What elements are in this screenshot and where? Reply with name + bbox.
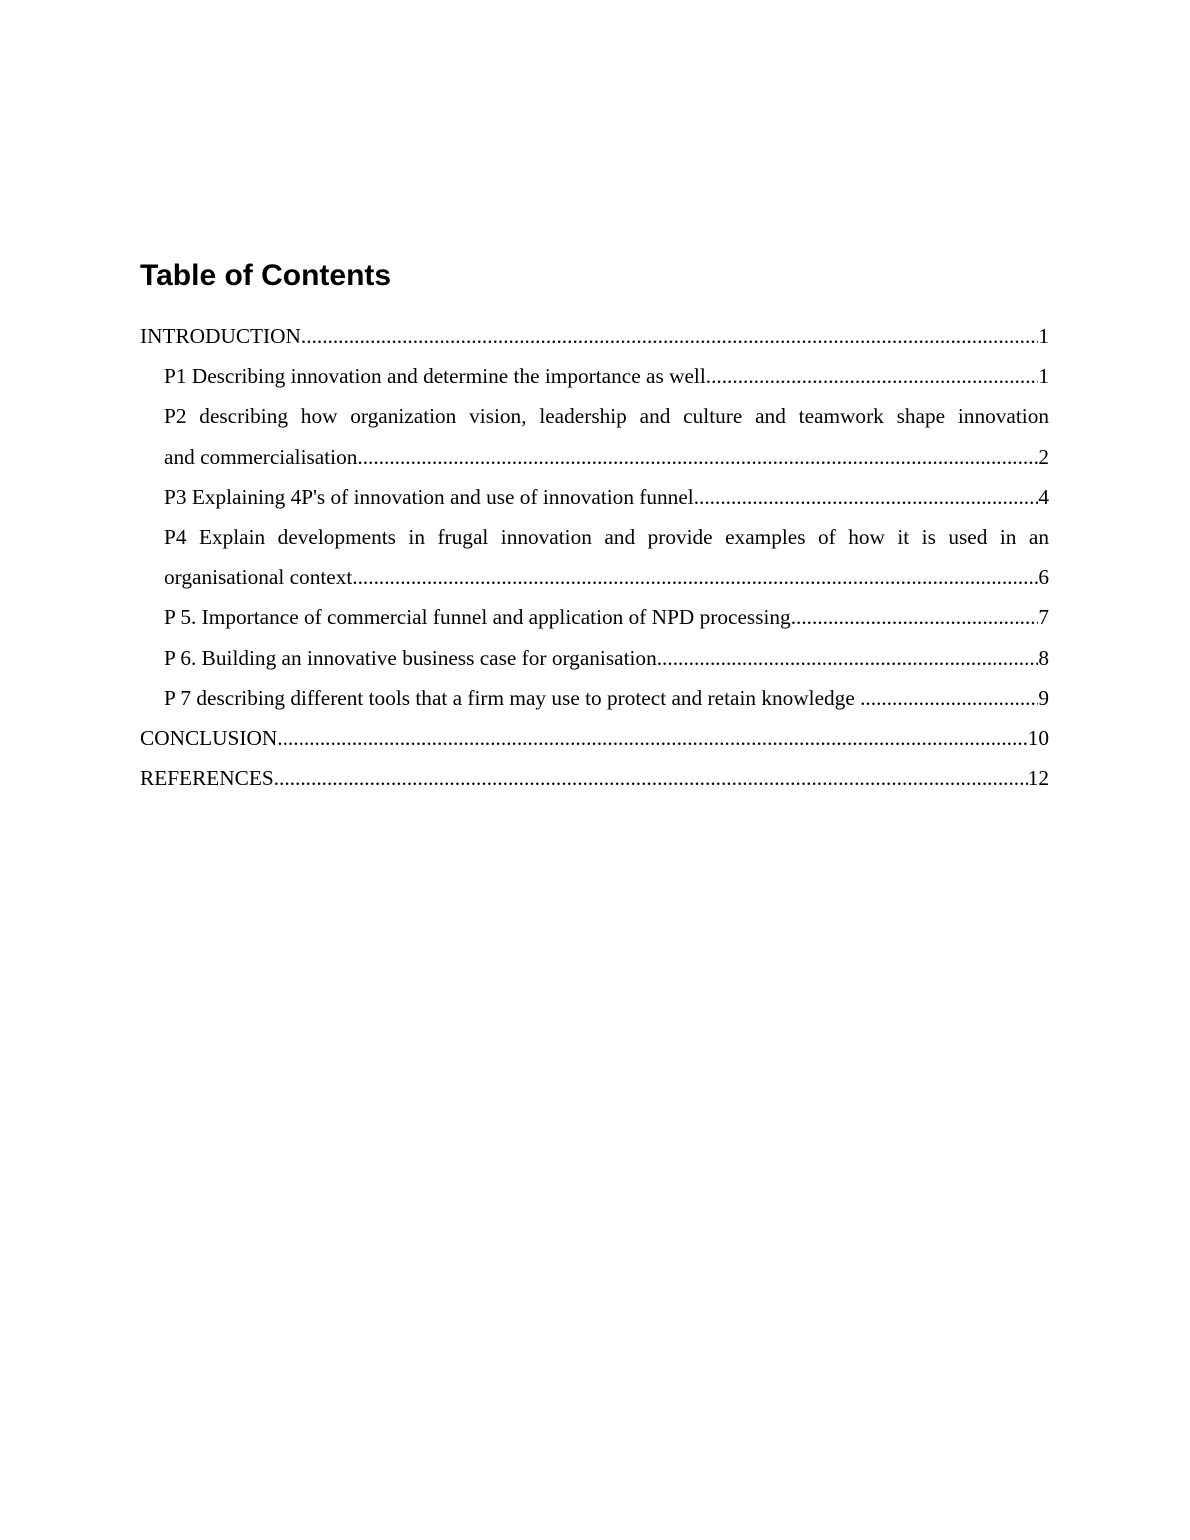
- toc-entry-references[interactable]: [140, 758, 1049, 798]
- dot-leader: [352, 557, 1038, 597]
- toc-entry-p6[interactable]: [140, 638, 1049, 678]
- dot-leader: [274, 758, 1028, 798]
- table-of-contents: [140, 316, 1049, 798]
- toc-entry-p1[interactable]: [140, 356, 1049, 396]
- dot-leader: [657, 638, 1039, 678]
- toc-entry-conclusion[interactable]: [140, 718, 1049, 758]
- toc-entry-p7[interactable]: [140, 678, 1049, 718]
- toc-entry-label-line-1: P2 describing how organization vision, leadership and culture and teamwork shape innovation: [164, 404, 1049, 429]
- toc-page-number: 2: [1038, 444, 1049, 469]
- toc-entry-p3[interactable]: [140, 477, 1049, 517]
- toc-page-number: 7: [1038, 605, 1049, 630]
- toc-entry-introduction[interactable]: [140, 316, 1049, 356]
- toc-entry-label-line-2: organisational context: [164, 565, 353, 590]
- toc-title: Table of Contents: [140, 259, 392, 292]
- toc-entry-label: P3 Explaining 4P's of innovation and use of innovation funnel: [164, 484, 694, 509]
- dot-leader: [860, 678, 1038, 718]
- dot-leader: [357, 437, 1038, 477]
- dot-leader: [301, 316, 1038, 356]
- dot-leader: [694, 477, 1039, 517]
- dot-leader: [791, 597, 1039, 637]
- toc-entry-label: P1 Describing innovation and determine the importance as well: [164, 364, 706, 389]
- toc-page-number: 9: [1038, 685, 1049, 710]
- dot-leader: [277, 718, 1027, 758]
- toc-page-number: 10: [1027, 726, 1049, 751]
- toc-entry-label: INTRODUCTION: [140, 324, 301, 348]
- toc-entry-label: CONCLUSION: [140, 726, 278, 751]
- toc-page-number: 4: [1038, 484, 1049, 509]
- toc-page-number: 6: [1038, 565, 1049, 590]
- toc-entry-label: P 6. Building an innovative business case for organisation: [164, 645, 657, 670]
- dot-leader: [706, 356, 1039, 396]
- toc-entry-label: P 5. Importance of commercial funnel and application of NPD processing: [164, 605, 791, 630]
- toc-page-number: 1: [1038, 364, 1049, 389]
- toc-entry-label: REFERENCES: [140, 766, 274, 791]
- toc-entry-label: P 7 describing different tools that a firm may use to protect and retain knowledge: [164, 685, 861, 710]
- toc-entry-label-line-1: P4 Explain developments in frugal innovation and provide examples of how it is used in an: [164, 525, 1049, 550]
- toc-entry-p4[interactable]: [140, 517, 1049, 597]
- toc-page-number: 8: [1038, 645, 1049, 670]
- toc-entry-p2[interactable]: [140, 396, 1049, 476]
- toc-page-number: 12: [1027, 766, 1049, 791]
- toc-page-number: 1: [1038, 324, 1049, 348]
- toc-entry-label-line-2: and commercialisation: [164, 444, 358, 469]
- toc-entry-p5[interactable]: [140, 597, 1049, 637]
